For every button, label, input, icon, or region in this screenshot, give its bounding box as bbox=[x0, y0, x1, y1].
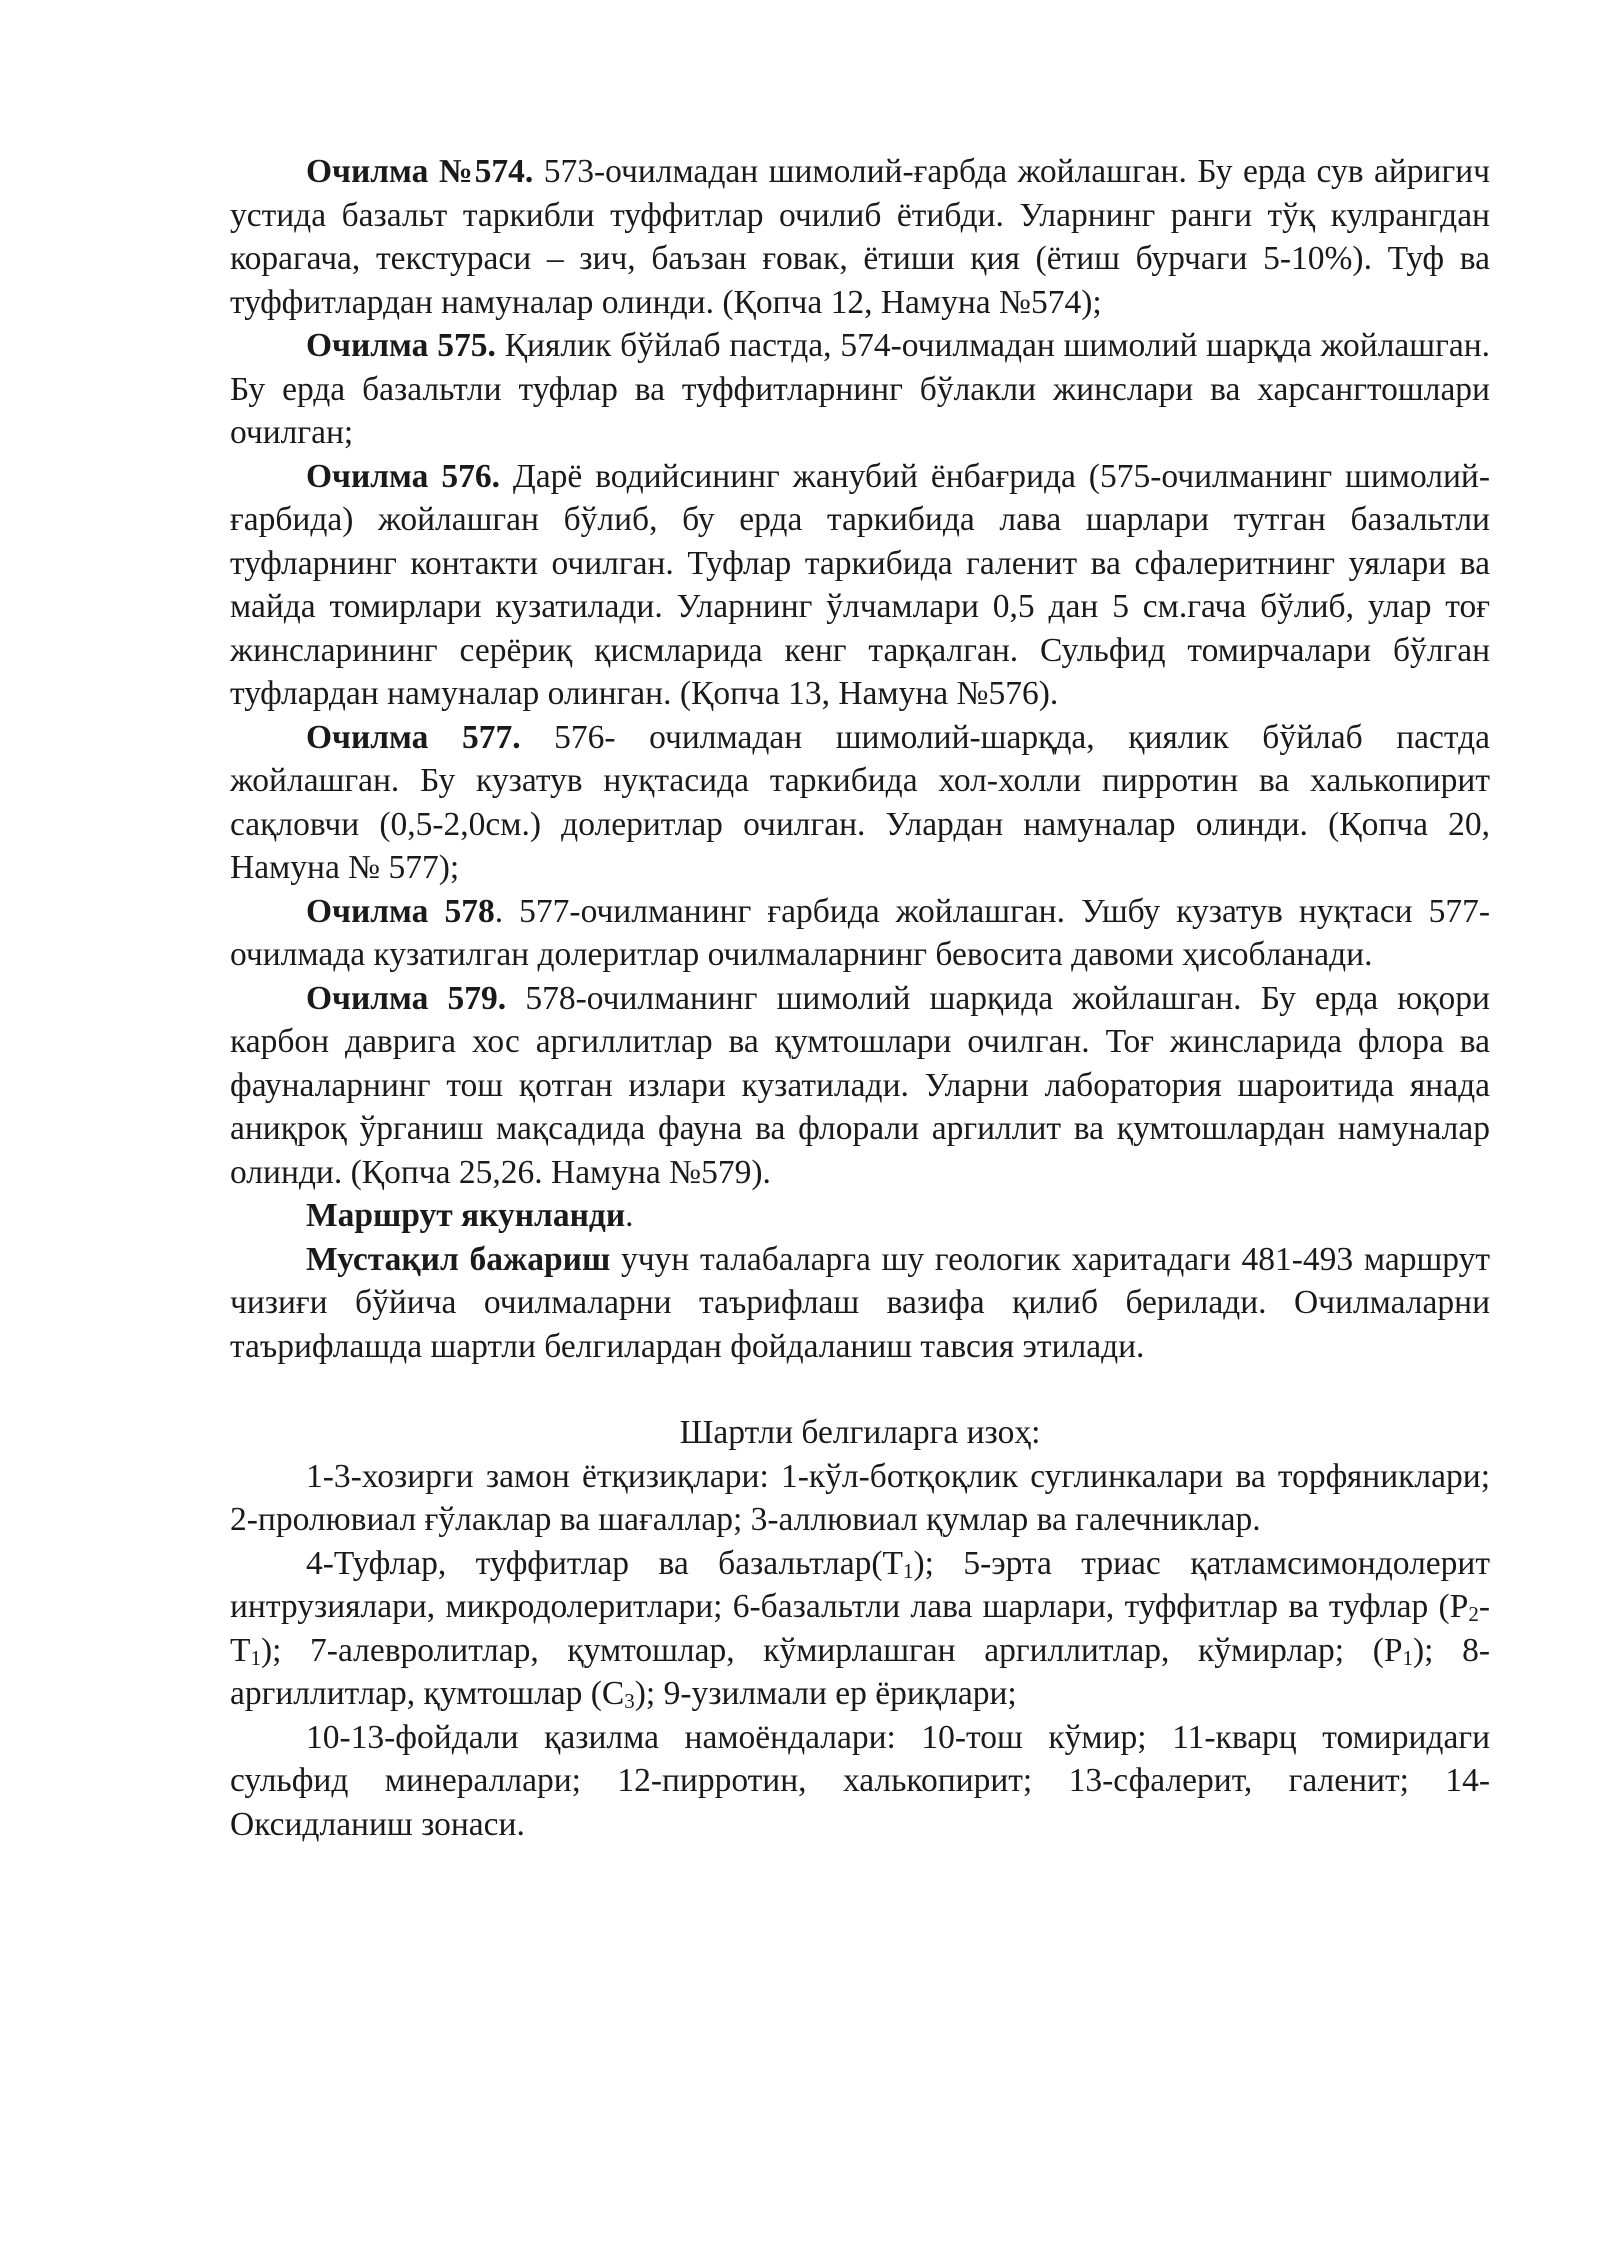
outcrop-574-text: 573-очилмадан шимолий-ғарбда жойлашган. Бу ерда сув айригич устида базальт таркибли туффитлар очилиб ётибди. Уларнинг ранги тўқ кулрангдан корагача, текстураси – зич, баъзан ғовак, ётиши қия (ётиш бурчаги 5-10%). Туф ва туффитлардан намуналар олинди. (Қопча 12, Намуна №574); bbox=[230, 153, 1490, 321]
independent-task-text: учун талабаларга шу геологик харитадаги 481-493 маршрут чизиғи бўйича очилмаларни таърифлаш вазифа қилиб берилади. Очилмаларни таърифлашда шартли белгилардан фойдаланиш тавсия этилади. bbox=[230, 1240, 1490, 1365]
legend-rocks-sub-d: 1 bbox=[1402, 1645, 1413, 1670]
legend-title: Шартли белгиларга изоҳ: bbox=[679, 1414, 1041, 1451]
paragraph-independent-task bbox=[230, 1238, 1490, 1369]
legend-item-rocks bbox=[230, 1542, 1490, 1716]
legend-rocks-text-c: -T bbox=[230, 1588, 1490, 1669]
outcrop-575-text: Қиялик бўйлаб пастда, 574-очилмадан шимолий шарқда жойлашган. Бу ерда базальтли туфлар ва туффитларнинг бўлакли жинслари ва харсангтошлари очилган; bbox=[230, 327, 1490, 451]
outcrop-574-heading: Очилма №574. bbox=[306, 153, 534, 190]
outcrop-575-heading: Очилма 575. bbox=[306, 327, 496, 364]
legend-rocks-text-b: ); 5-эрта триас қатламсимондолерит интрузиялари, микродолеритлари; 6-базальтли лава шарлари, туффитлар ва туфлар (P bbox=[230, 1544, 1490, 1625]
paragraph-outcrop-575 bbox=[230, 324, 1490, 455]
legend-rocks-sub-e: 3 bbox=[624, 1689, 635, 1713]
independent-task-heading: Мустақил бажариш bbox=[306, 1240, 611, 1278]
legend-rocks-text-d: ); 7-алевролитлар, қумтошлар, кўмирлашган аргиллитлар, кўмирлар; (P bbox=[260, 1631, 1403, 1669]
paragraph-outcrop-574 bbox=[230, 150, 1490, 324]
outcrop-579-text: 578-очилманинг шимолий шарқида жойлашган. Бу ерда юқори карбон даврига хос аргиллитлар ва қумтошлари очилган. Тоғ жинсларида флора ва фауналарнинг тош қотган излари кузатилади. Уларни лаборатория шароитида янада аниқроқ ўрганиш мақсадида фауна ва флорали аргиллит ва қумтошлардан намуналар олинди. (Қопча 25,26. Намуна №579). bbox=[230, 979, 1490, 1191]
outcrop-577-text: 576- очилмадан шимолий-шарқда, қиялик бўйлаб пастда жойлашган. Бу кузатув нуқтасида таркибида хол-холли пирротин ва халькопирит сақловчи (0,5-2,0см.) долеритлар очилган. Улардан намуналар олинди. (Қопча 20, Намуна № 577); bbox=[230, 718, 1490, 886]
outcrop-578-heading: Очилма 578 bbox=[306, 892, 495, 930]
paragraph-outcrop-579 bbox=[230, 977, 1490, 1195]
legend-item-quaternary: 1-3-хозирги замон ётқизиқлари: 1-кўл-ботқоқлик суглинкалари ва торфяниклари; 2-пролювиал ғўлаклар ва шағаллар; 3-аллювиал қумлар ва галечниклар. bbox=[230, 1457, 1490, 1538]
outcrop-578-text: . 577-очилманинг ғарбида жойлашган. Ушбу кузатув нуқтаси 577-очилмада кузатилган долеритлар очилмаларнинг бевосита давоми ҳисобланади. bbox=[230, 892, 1490, 973]
paragraph-outcrop-576 bbox=[230, 455, 1490, 716]
paragraph-route-end bbox=[230, 1194, 1490, 1238]
legend-rocks-sub-b: 2 bbox=[1468, 1602, 1479, 1626]
legend-rocks-text-f: ); 9-узилмали ер ёриқлари; bbox=[634, 1675, 1017, 1712]
legend-item-minerals: 10-13-фойдали қазилма намоёндалари: 10-тош кўмир; 11-кварц томиридаги сульфид минераллари; 12-пирротин, халькопирит; 13-сфалерит, галенит; 14-Оксидланиш зонаси. bbox=[230, 1718, 1490, 1843]
paragraph-outcrop-577 bbox=[230, 716, 1490, 890]
outcrop-576-heading: Очилма 576. bbox=[306, 457, 500, 495]
paragraph-outcrop-578 bbox=[230, 890, 1490, 977]
legend-rocks-sub-c: 1 bbox=[250, 1645, 261, 1670]
outcrop-579-heading: Очилма 579. bbox=[306, 979, 507, 1017]
outcrop-577-heading: Очилма 577. bbox=[306, 718, 521, 756]
outcrop-576-text: Дарё водийсининг жанубий ёнбағрида (575-очилманинг шимолий-ғарбида) жойлашган бўлиб, бу ерда таркибида лава шарлари тутган базальтли туфларнинг контакти очилган. Туфлар таркибида галенит ва сфалеритнинг уялари ва майда томирлари кузатилади. Уларнинг ўлчамлари 0,5 дан 5 см.гача бўлиб, улар тоғ жинсларининг серёриқ қисмларида кенг тарқалган. Сульфид томирчалари бўлган туфлардан намуналар олинган. (Қопча 13, Намуна №576). bbox=[230, 457, 1491, 712]
legend-rocks-sub-a: 1 bbox=[902, 1558, 914, 1583]
route-end-text: . bbox=[625, 1197, 634, 1234]
route-end-heading: Маршрут якунланди bbox=[306, 1197, 626, 1234]
legend-rocks-text-a: 4-Туфлар, туффитлар ва базальтлар(T bbox=[306, 1544, 903, 1582]
legend-rocks-text-e: ); 8-аргиллитлар, қумтошлар (C bbox=[230, 1631, 1490, 1712]
document-page bbox=[230, 150, 1490, 1846]
